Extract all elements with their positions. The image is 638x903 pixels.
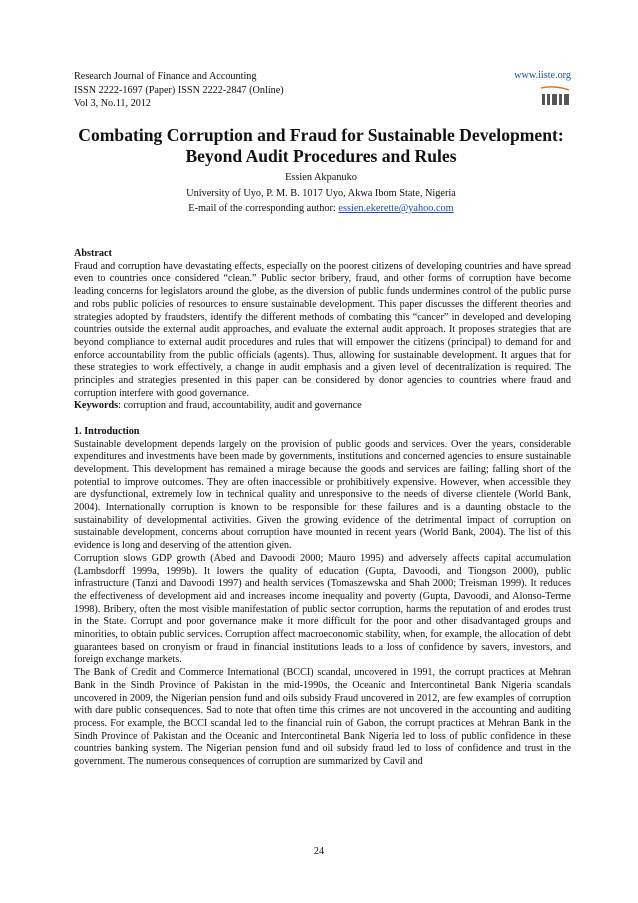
intro-heading: 1. Introduction: [74, 425, 140, 437]
email-prefix: E-mail of the corresponding author:: [188, 203, 339, 214]
keywords-line: [74, 400, 571, 413]
paper-body: [74, 248, 571, 769]
intro-paragraph-3: The Bank of Credit and Commerce International (BCCI) scandal, uncovered in 1991, the corrupt practices at Mehran Bank in the Sindh Province of Pakistan in the mid-1990s, the Oceanic and Intercontinetal Bank Nigeria scandals uncovered in 2009, the Nigerian pension fund and oils subsidy Fraud uncovered in 2012, are few examples of corruption with dare public consequences. Sad to note that often time this crimes are not uncovered in the accounting and auditing process. For example, the BCCI scandal led to the financial ruin of Gabon, the corrupt practices at Mehran Bank in the Sindh Province of Pakistan and the Oceanic and Intercontinetal Bank Nigeria led to loss of public confidence in these countries banking system. The Nigerian pension fund and oil subsidy fraud led to loss of confidence and trust in the government. The numerous consequences of corruption are summarized by Cavil and: [74, 667, 571, 768]
intro-paragraph-2: Corruption slows GDP growth (Abed and Davoodi 2000; Mauro 1995) and adversely affects capital accumulation (Lambsdorff 1999a, 1999b). It lowers the quality of education (Gupta, Davoodi, and Tiongson 2000), public infrastructure (Tanzi and Davoodi 1997) and health services (Tomaszewska and Shah 2000; Treisman 1999). It reduces the effectiveness of development aid and increases income inequality and poverty (Gupta, Davoodi, and Alonso-Terme 1998). Bribery, often the most visible manifestation of public sector corruption, harms the reputation of and erodes trust in the State. Corrupt and poor governance make it more difficult for the poor and other disadvantaged groups and minorities, to obtain public services. Corruption affect macroeconomic stability, when, for example, the allocation of debt guarantees based on cronyism or fraud in financial institutions leads to a loss of confidence by savers, investors, and foreign exchange markets.: [74, 552, 571, 666]
author-block: [66, 170, 576, 217]
abstract-text: Fraud and corruption have devastating effects, especially on the poorest citizens of developing countries and have spread even to countries once considered “clean.” Public sector bribery, fraud, and other forms of corruption have become leading concerns for legislators around the globe, as the diversion of public funds undermines control of the public purse and robs public policies of resources to ensure sustainable development. This paper discusses the different theories and strategies adopted by fraudsters, identify the different methods of combating this “cancer” in developed and developing countries outside the external audit approaches, and evaluate the external audit approach. It proposes strategies that are beyond compliance to external audit procedures and rules that will empower the citizens (principal) to demand for and enforce accountability from the public officials (agents). Thus, allowing for sustainable development. It argues that for these strategies to work effectively, a change in audit emphasis and a given level of decentralization is required. The principles and strategies presented in this paper can be considered by donor agencies to countries where fraud and corruption interfere with good governance.: [74, 260, 571, 399]
paper-title: [66, 125, 576, 167]
journal-volume: Vol 3, No.11, 2012: [74, 98, 151, 110]
author-email-line: [66, 201, 576, 217]
keywords-text: : corruption and fraud, accountability, audit and governance: [118, 400, 362, 412]
intro-paragraph-1: Sustainable development depends largely on the provision of public goods and services. Over the years, considerable expenditures and investments have been made by governments, institutions and concerned agencies to ensure sustainable development. This development has remained a mirage because the goods and services are failing; falling short of the potential to improve outcomes. They are often inaccessible or prohibitively expensive. However, when accessible they are dysfunctional, extremely low in technical quality and unresponsive to the needs of diverse clientele (World Bank, 2004). Internationally corruption is known to be responsible for these failures and is a daunting obstacle to the sustainability of developmental activities. Given the growing evidence of the detrimental impact of corruption on sustainable development, concerns about corruption have mounted in recent years (World Bank, 2004). The list of this evidence is long and deserving of the attention given.: [74, 438, 571, 552]
journal-header: [74, 70, 284, 111]
page-number: 24: [313, 846, 325, 857]
journal-name: Research Journal of Finance and Accounting: [74, 71, 257, 82]
journal-url-link[interactable]: www.iiste.org: [514, 70, 571, 81]
author-name: Essien Akpanuko: [285, 172, 357, 183]
journal-issn: ISSN 2222-1697 (Paper) ISSN 2222-2847 (Online): [74, 84, 284, 96]
iiste-logo-icon: [539, 86, 571, 108]
author-affiliation: University of Uyo, P. M. B. 1017 Uyo, Akwa Ibom State, Nigeria: [186, 187, 456, 199]
title-line-1: Combating Corruption and Fraud for Sustainable Development:: [78, 125, 564, 145]
title-line-2: Beyond Audit Procedures and Rules: [185, 146, 457, 166]
keywords-label: Keywords: [74, 400, 119, 412]
author-email-link[interactable]: essien.ekerette@yahoo.com: [338, 203, 454, 214]
abstract-heading: Abstract: [74, 248, 112, 259]
